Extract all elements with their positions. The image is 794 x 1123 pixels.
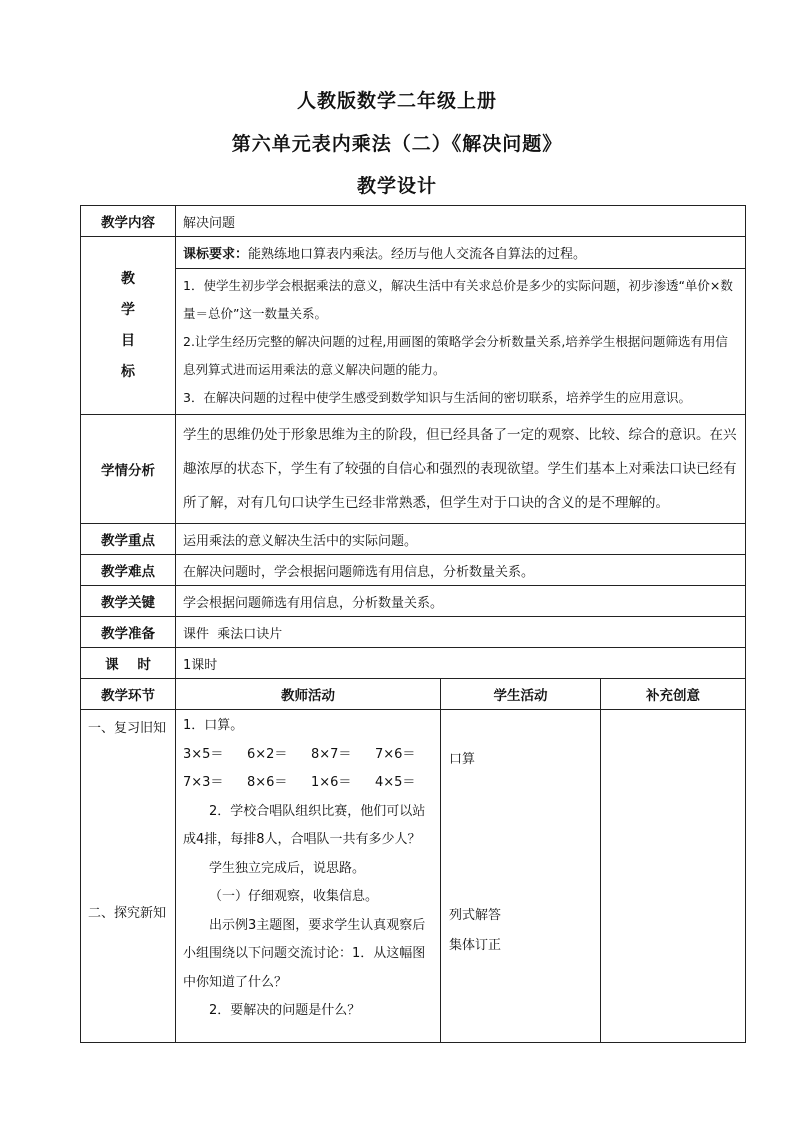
key-label: 教学关键 <box>81 586 176 617</box>
analysis-text: 学生的思维仍处于形象思维为主的阶段，但已经具备了一定的观察、比较、综合的意识。在兴趣浓厚的状态下，学生有了较强的自信心和强烈的表现欲望。学生们基本上对乘法口诀已经有所了解，对有几句口诀学生已经非常熟悉，但学生对于口诀的含义的是不理解的。 <box>176 415 746 524</box>
period-value: 1课时 <box>176 648 746 679</box>
calc-item: 8×6＝ <box>247 775 288 790</box>
objective-item: 2.让学生经历完整的解决问题的过程,用画图的策略学会分析数量关系,培养学生根据问题筛选有用信息列算式进而运用乘法的意义解决问题的能力。 <box>183 334 728 377</box>
period-label: 课 时 <box>81 648 176 679</box>
row-difficulty <box>81 555 746 586</box>
calc-item: 8×7＝ <box>311 746 352 762</box>
teacher-para-2: 2．学校合唱队组织比赛，他们可以站成4排，每排8人，合唱队一共有多少人？ <box>183 803 426 847</box>
student-item: 集体订正 <box>449 938 502 953</box>
header-step: 教学环节 <box>81 679 176 710</box>
calc-item: 7×6＝ <box>375 746 416 762</box>
objectives-label-char: 教 <box>121 270 135 287</box>
standard-text: 能熟练地口算表内乘法。经历与他人交流各自算法的过程。 <box>248 247 587 262</box>
row-standard <box>81 237 746 269</box>
key-value: 学会根据问题筛选有用信息，分析数量关系。 <box>176 586 746 617</box>
calc-item: 1×6＝ <box>311 775 352 790</box>
content-label: 教学内容 <box>81 206 176 237</box>
row-process <box>81 710 746 1043</box>
step-explore: 二、探究新知 <box>88 906 167 921</box>
header-teacher: 教师活动 <box>176 679 441 710</box>
calc-row-2 <box>183 769 434 798</box>
row-content <box>81 206 746 237</box>
row-period <box>81 648 746 679</box>
objectives-label-char: 目 <box>121 332 135 349</box>
doc-title-grade: 人教版数学二年级上册 <box>296 90 497 112</box>
objectives-list <box>176 269 746 415</box>
calc-item: 7×3＝ <box>183 775 224 790</box>
doc-title-unit: 第六单元表内乘法（二）《解决问题》 <box>231 133 563 155</box>
calc-item: 3×5＝ <box>183 746 224 762</box>
student-item: 列式解答 <box>449 908 502 923</box>
calc-item: 4×5＝ <box>375 775 416 790</box>
row-process-header <box>81 679 746 710</box>
teacher-activity <box>176 710 441 1043</box>
teacher-para-4: （一）仔细观察，收集信息。 <box>209 889 379 904</box>
content-value: 解决问题 <box>176 206 746 237</box>
step-review: 一、复习旧知 <box>88 721 167 736</box>
objectives-label-char: 学 <box>121 301 135 318</box>
prep-value: 课件 乘法口诀片 <box>176 617 746 648</box>
standard-label: 课标要求： <box>183 247 249 262</box>
calc-row-1 <box>183 741 434 770</box>
standard-requirement <box>176 237 746 269</box>
calc-item: 6×2＝ <box>247 746 288 762</box>
objective-item: 3．在解决问题的过程中使学生感受到数学知识与生活间的密切联系，培养学生的应用意识。 <box>183 390 691 405</box>
student-activity <box>441 710 601 1043</box>
row-analysis <box>81 415 746 524</box>
teacher-para-3: 学生独立完成后，说思路。 <box>209 860 366 876</box>
doc-title-design: 教学设计 <box>356 175 437 197</box>
student-item: 口算 <box>449 752 476 767</box>
objectives-label-char: 标 <box>121 363 135 380</box>
objectives-label <box>81 237 176 415</box>
objective-item: 1．使学生初步学会根据乘法的意义，解决生活中有关求总价是多少的实际问题，初步渗透“单价×数量＝总价”这一数量关系。 <box>183 278 733 321</box>
difficulty-label: 教学难点 <box>81 555 176 586</box>
row-key-point <box>81 524 746 555</box>
row-objectives <box>81 269 746 415</box>
key-point-value: 运用乘法的意义解决生活中的实际问题。 <box>176 524 746 555</box>
analysis-label: 学情分析 <box>81 415 176 524</box>
teacher-para-6: 2．要解决的问题是什么？ <box>209 1003 361 1018</box>
extra-ideas-cell <box>601 710 746 1043</box>
header-student: 学生活动 <box>441 679 601 710</box>
lesson-plan-table <box>80 205 746 1043</box>
difficulty-value: 在解决问题时，学会根据问题筛选有用信息，分析数量关系。 <box>176 555 746 586</box>
key-point-label: 教学重点 <box>81 524 176 555</box>
step-cell <box>81 710 176 1043</box>
row-key <box>81 586 746 617</box>
header-extra: 补充创意 <box>601 679 746 710</box>
row-prep <box>81 617 746 648</box>
teacher-para-5: 出示例3主题图，要求学生认真观察后小组围绕以下问题交流讨论：1．从这幅图中你知道了什么？ <box>183 917 426 990</box>
prep-label: 教学准备 <box>81 617 176 648</box>
teacher-line-1: 1．口算。 <box>183 718 244 733</box>
